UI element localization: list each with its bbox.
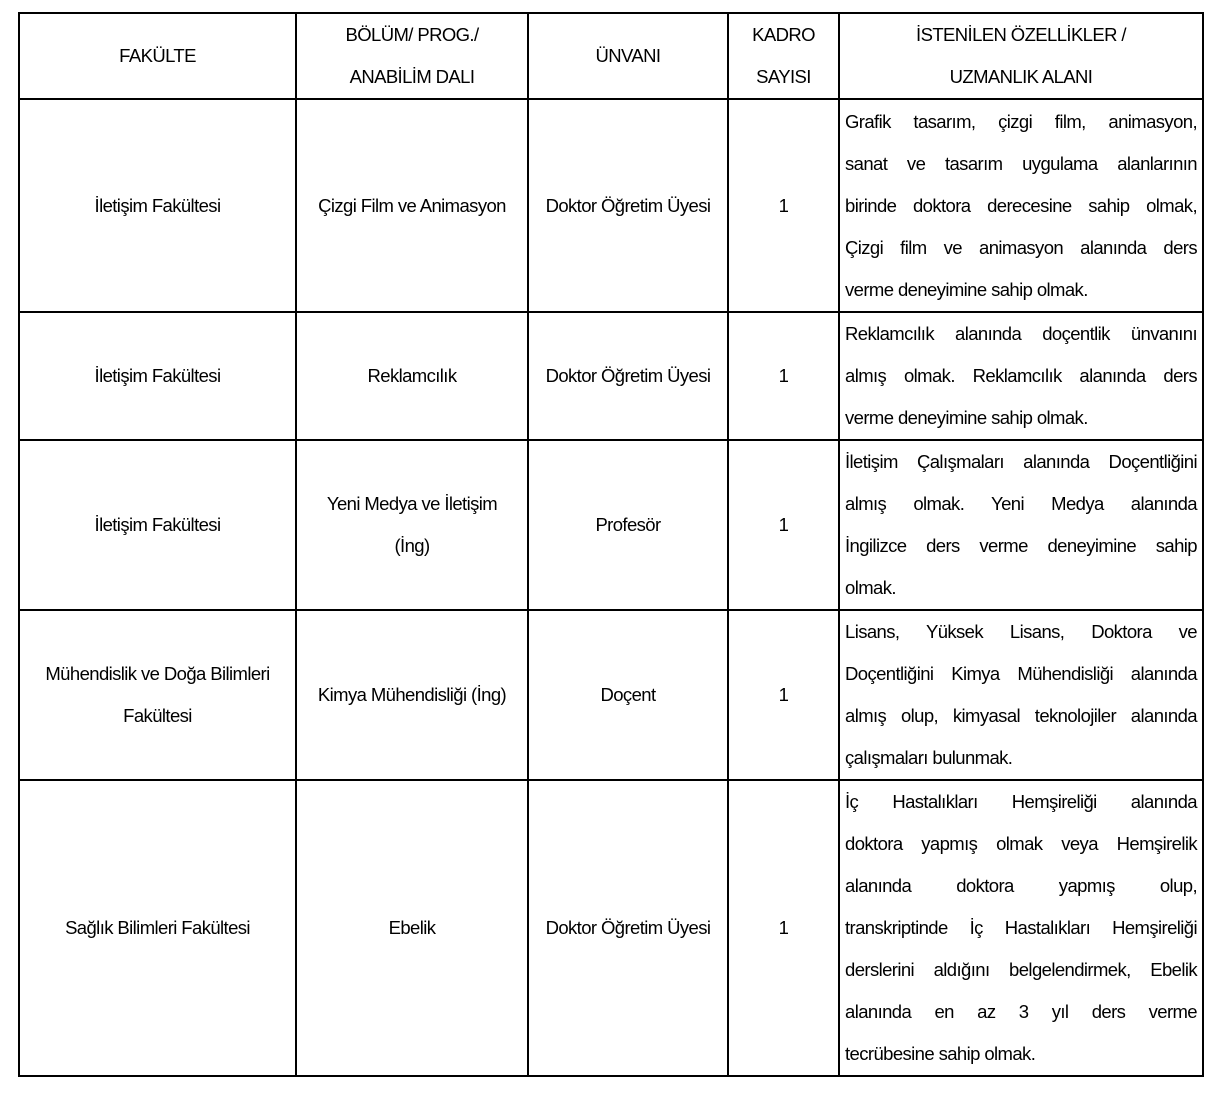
- cell-fakulte: [19, 610, 296, 780]
- cell-fakulte-line: İletişim Fakültesi: [94, 194, 221, 216]
- cell-ozellikler: [839, 780, 1203, 1076]
- cell-unvan: Doktor Öğretim Üyesi: [528, 99, 728, 312]
- header-text: ÜNVANI: [595, 45, 661, 66]
- cell-bolum: [296, 312, 528, 440]
- cell-bolum-line: Çizgi Film ve Animasyon: [318, 194, 506, 216]
- cell-bolum-line: (İng): [394, 535, 430, 556]
- requirement-line: derslerini aldığını belgelendirmek, Ebelik: [845, 959, 1197, 980]
- cell-bolum: [296, 610, 528, 780]
- cell-kadro: 1: [728, 312, 839, 440]
- cell-kadro: 1: [728, 99, 839, 312]
- requirement-line: alanında doktora yapmış olup,: [845, 875, 1197, 896]
- header-kadro: [728, 13, 839, 99]
- cell-ozellikler: [839, 99, 1203, 312]
- header-text: BÖLÜM/ PROG./: [345, 24, 479, 45]
- cell-bolum: [296, 99, 528, 312]
- cell-bolum: [296, 780, 528, 1076]
- requirement-line: İngilizce ders verme deneyimine sahip: [845, 535, 1197, 556]
- header-text: İSTENİLEN ÖZELLİKLER /: [916, 24, 1126, 45]
- requirement-line: birinde doktora derecesine sahip olmak,: [845, 194, 1197, 216]
- table-row: [19, 440, 1203, 610]
- header-ozellikler: [839, 13, 1203, 99]
- header-text: SAYISI: [756, 66, 811, 87]
- cell-unvan: Doçent: [528, 610, 728, 780]
- cell-fakulte-line: Sağlık Bilimleri Fakültesi: [65, 917, 250, 938]
- cell-fakulte: [19, 780, 296, 1076]
- cell-unvan: Doktor Öğretim Üyesi: [528, 780, 728, 1076]
- requirement-line: Reklamcılık alanında doçentlik ünvanını: [845, 323, 1197, 344]
- requirement-line: sanat ve tasarım uygulama alanlarının: [845, 152, 1197, 174]
- table-row: [19, 312, 1203, 440]
- requirement-line: almış olup, kimyasal teknolojiler alanında: [845, 705, 1197, 726]
- cell-bolum: [296, 440, 528, 610]
- cell-fakulte-line: Mühendislik ve Doğa Bilimleri: [45, 663, 270, 684]
- requirement-line: İç Hastalıkları Hemşireliği alanında: [845, 791, 1197, 812]
- cell-bolum-line: Ebelik: [388, 917, 436, 938]
- cell-fakulte-line: İletişim Fakültesi: [94, 365, 221, 386]
- header-unvan: [528, 13, 728, 99]
- cell-unvan: Profesör: [528, 440, 728, 610]
- header-text: UZMANLIK ALANI: [949, 66, 1093, 87]
- table-row: [19, 780, 1203, 1076]
- cell-fakulte-line: İletişim Fakültesi: [94, 514, 221, 535]
- requirement-line: transkriptinde İç Hastalıkları Hemşireliği: [845, 917, 1197, 938]
- cell-ozellikler: [839, 312, 1203, 440]
- requirement-line: çalışmaları bulunmak.: [845, 747, 1013, 768]
- cell-kadro: 1: [728, 610, 839, 780]
- requirement-line: Grafik tasarım, çizgi film, animasyon,: [845, 110, 1197, 132]
- cell-kadro: 1: [728, 780, 839, 1076]
- cell-bolum-line: Reklamcılık: [367, 365, 457, 386]
- requirement-line: tecrübesine sahip olmak.: [845, 1043, 1036, 1064]
- cell-fakulte-line: Fakültesi: [123, 705, 192, 726]
- cell-fakulte: [19, 312, 296, 440]
- header-row: [19, 13, 1203, 99]
- cell-fakulte: [19, 99, 296, 312]
- cell-ozellikler: [839, 610, 1203, 780]
- cell-ozellikler: [839, 440, 1203, 610]
- cell-kadro: 1: [728, 440, 839, 610]
- requirement-line: verme deneyimine sahip olmak.: [845, 407, 1088, 428]
- table-row: [19, 610, 1203, 780]
- requirement-line: verme deneyimine sahip olmak.: [845, 278, 1088, 300]
- cell-fakulte: [19, 440, 296, 610]
- requirement-line: olmak.: [845, 577, 896, 598]
- requirement-line: Doçentliğini Kimya Mühendisliği alanında: [845, 663, 1197, 684]
- positions-table: [18, 12, 1204, 1077]
- requirement-line: doktora yapmış olmak veya Hemşirelik: [845, 833, 1197, 854]
- cell-unvan: Doktor Öğretim Üyesi: [528, 312, 728, 440]
- cell-bolum-line: Yeni Medya ve İletişim: [326, 493, 498, 514]
- requirement-line: almış olmak. Reklamcılık alanında ders: [845, 365, 1197, 386]
- requirement-line: alanında en az 3 yıl ders verme: [845, 1001, 1197, 1022]
- requirement-line: İletişim Çalışmaları alanında Doçentliğini: [845, 451, 1197, 472]
- header-text: KADRO: [752, 24, 815, 45]
- requirement-line: almış olmak. Yeni Medya alanında: [845, 493, 1197, 514]
- header-bolum: [296, 13, 528, 99]
- header-text: FAKÜLTE: [119, 45, 196, 66]
- header-fakulte: [19, 13, 296, 99]
- header-text: ANABİLİM DALI: [349, 66, 475, 87]
- table-row: [19, 99, 1203, 312]
- requirement-line: Çizgi film ve animasyon alanında ders: [845, 236, 1197, 258]
- requirement-line: Lisans, Yüksek Lisans, Doktora ve: [845, 621, 1197, 642]
- cell-bolum-line: Kimya Mühendisliği (İng): [317, 684, 507, 705]
